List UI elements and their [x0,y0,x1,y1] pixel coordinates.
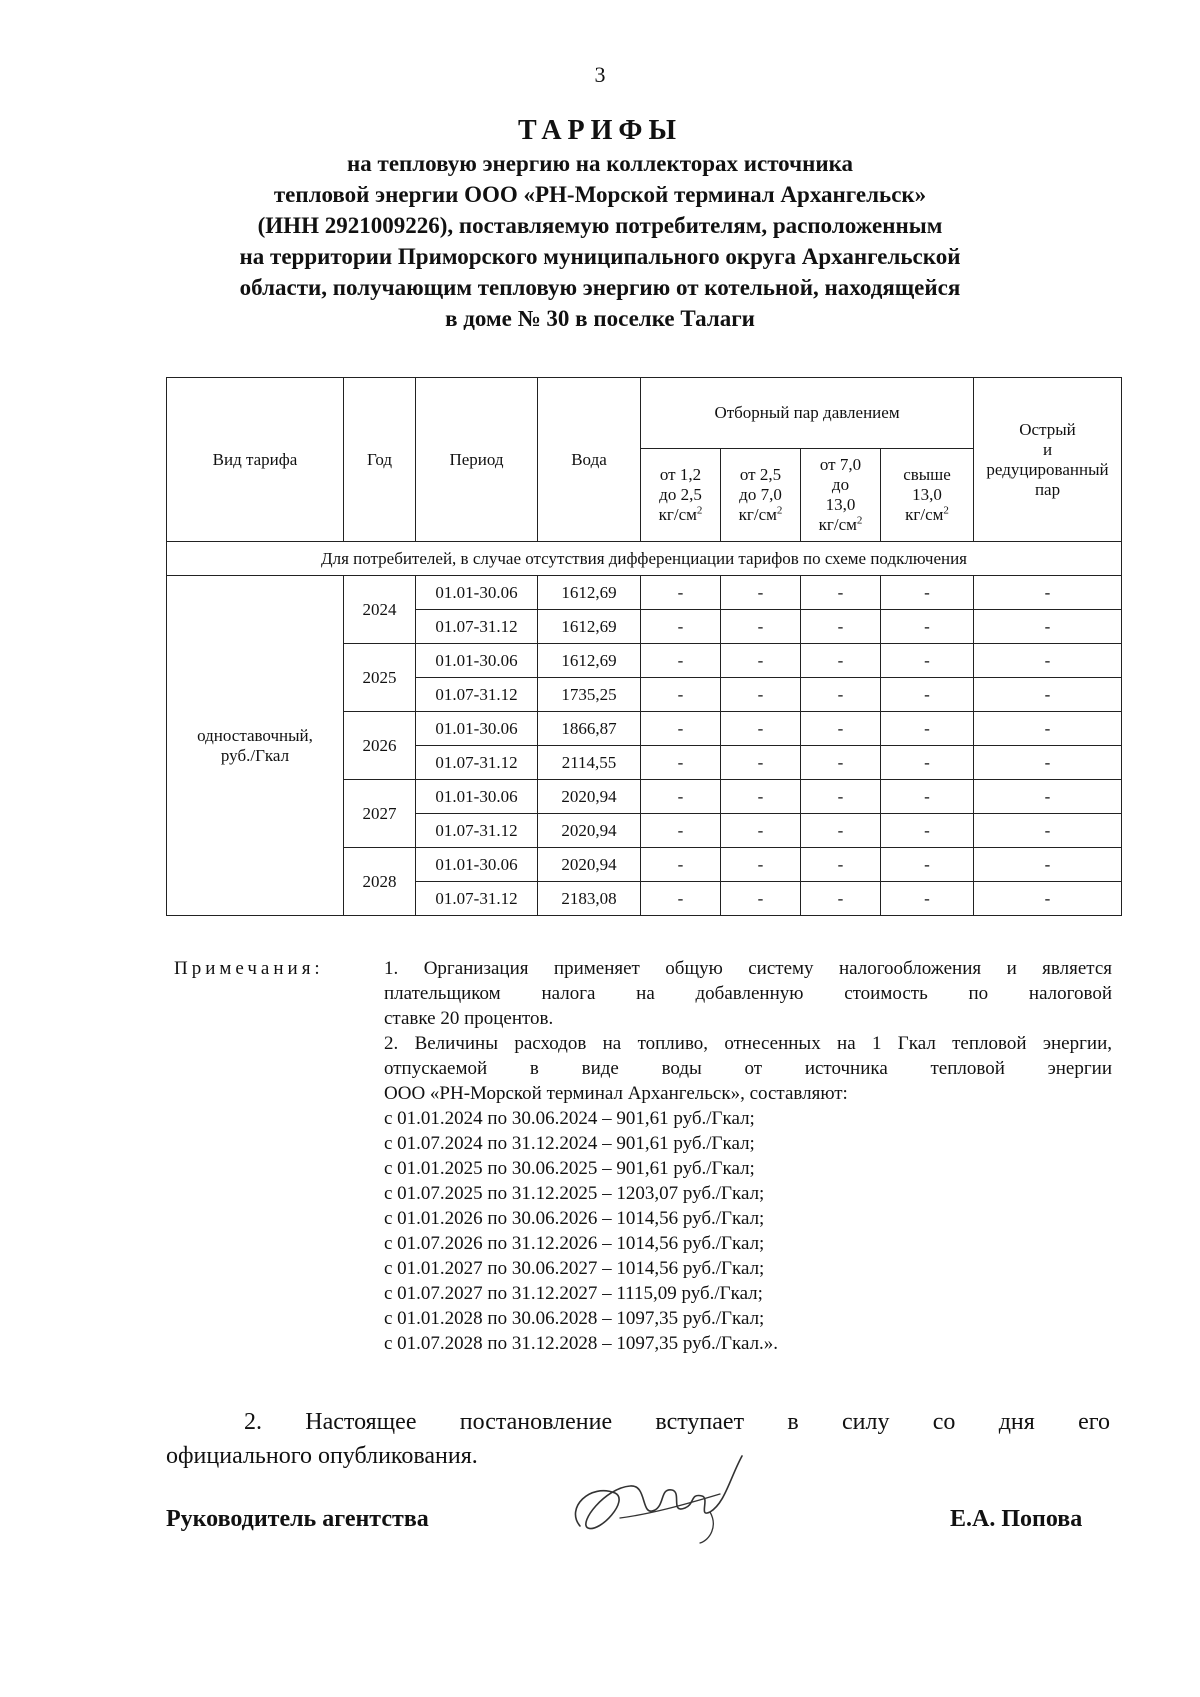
dash-cell: - [881,576,974,610]
note-1-line: плательщиком налога на добавленную стоимость по налоговой [384,983,1112,1004]
header-line: до [831,475,850,494]
dash-cell: - [801,746,881,780]
dash-cell: - [974,848,1122,882]
notes-label: Примечания: [174,958,324,979]
header-line: редуцированный [986,459,1109,479]
water-cell: 2020,94 [538,848,641,882]
paragraph-2-line: официального опубликования. [166,1443,478,1469]
header-unit: кг/см [738,505,777,524]
header-water: Вода [538,378,641,542]
tariff-type-cell [167,576,344,916]
dash-cell: - [801,678,881,712]
period-cell: 01.01-30.06 [416,576,538,610]
dash-cell: - [641,882,721,916]
dash-cell: - [721,610,801,644]
dash-cell: - [721,746,801,780]
document-title: ТАРИФЫ [518,115,682,146]
title-line: в доме № 30 в поселке Талаги [445,306,755,331]
water-cell: 1866,87 [538,712,641,746]
dash-cell: - [801,882,881,916]
dash-cell: - [641,610,721,644]
title-line: тепловой энергии ООО «РН-Морской терминал Архангельск» [273,182,927,207]
page-number: 3 [594,62,606,87]
header-unit: кг/см [905,505,944,524]
water-cell: 1612,69 [538,610,641,644]
year-cell: 2026 [344,712,416,780]
dash-cell: - [641,780,721,814]
fuel-line: с 01.07.2028 по 31.12.2028 – 1097,35 руб./Гкал.». [384,1333,779,1354]
dash-cell: - [801,610,881,644]
year-cell: 2027 [344,780,416,848]
note-2-line: 2. Величины расходов на топливо, отнесенных на 1 Гкал тепловой энергии, [384,1033,1112,1054]
note-1-line: 1. Организация применяет общую систему налогообложения и является [384,958,1112,979]
dash-cell: - [721,712,801,746]
header-line: свыше [903,465,951,484]
title-line: на территории Приморского муниципального округа Архангельской [239,244,961,269]
tariff-table [166,377,1122,916]
header-line: до 2,5 [659,485,702,504]
table-span-row: Для потребителей, в случае отсутствия дифференциации тарифов по схеме подключения [167,542,1122,576]
header-steam-4 [881,449,974,542]
fuel-line: с 01.07.2025 по 31.12.2025 – 1203,07 руб./Гкал; [384,1183,765,1204]
header-line: от 7,0 [819,455,862,474]
header-unit: кг/см [658,505,697,524]
cell-line: руб./Гкал [220,745,290,765]
fuel-line: с 01.07.2027 по 31.12.2027 – 1115,09 руб./Гкал; [384,1283,763,1304]
dash-cell: - [721,678,801,712]
fuel-line: с 01.01.2028 по 30.06.2028 – 1097,35 руб./Гкал; [384,1308,765,1329]
unit-superscript: 2 [943,504,949,517]
header-line: 13,0 [825,495,856,514]
fuel-line: с 01.07.2024 по 31.12.2024 – 901,61 руб./Гкал; [384,1133,755,1154]
header-line: до 7,0 [739,485,782,504]
notes-body [384,956,1112,1356]
water-cell: 2020,94 [538,780,641,814]
dash-cell: - [974,576,1122,610]
note-2-line: отпускаемой в виде воды от источника тепловой энергии [384,1058,1112,1079]
note-1-line: ставке 20 процентов. [384,1008,554,1029]
dash-cell: - [641,678,721,712]
dash-cell: - [641,848,721,882]
dash-cell: - [801,712,881,746]
water-cell: 2114,55 [538,746,641,780]
dash-cell: - [721,814,801,848]
fuel-line: с 01.01.2026 по 30.06.2026 – 1014,56 руб./Гкал; [384,1208,765,1229]
header-line: от 2,5 [739,465,782,484]
title-line: области, получающим тепловую энергию от котельной, находящейся [239,275,961,300]
dash-cell: - [801,644,881,678]
table-row [167,576,1122,610]
water-cell: 2183,08 [538,882,641,916]
handwritten-signature [560,1448,760,1548]
unit-superscript: 2 [856,514,863,527]
period-cell: 01.01-30.06 [416,712,538,746]
header-year: Год [344,378,416,542]
period-cell: 01.01-30.06 [416,644,538,678]
dash-cell: - [721,882,801,916]
water-cell: 1612,69 [538,576,641,610]
header-line: от 1,2 [659,465,702,484]
dash-cell: - [881,644,974,678]
header-sharp-steam [974,378,1122,542]
dash-cell: - [641,712,721,746]
fuel-line: с 01.01.2024 по 30.06.2024 – 901,61 руб./Гкал; [384,1108,755,1129]
period-cell: 01.07-31.12 [416,746,538,780]
dash-cell: - [974,712,1122,746]
dash-cell: - [641,814,721,848]
year-cell: 2028 [344,848,416,916]
dash-cell: - [881,678,974,712]
signatory-name: Е.А. Попова [950,1506,1083,1532]
fuel-line: с 01.01.2025 по 30.06.2025 – 901,61 руб./Гкал; [384,1158,755,1179]
dash-cell: - [881,746,974,780]
dash-cell: - [881,712,974,746]
unit-superscript: 2 [696,504,703,517]
period-cell: 01.07-31.12 [416,814,538,848]
dash-cell: - [801,780,881,814]
cell-line: одноставочный, [197,725,313,745]
dash-cell: - [974,780,1122,814]
dash-cell: - [641,746,721,780]
period-cell: 01.07-31.12 [416,882,538,916]
dash-cell: - [721,576,801,610]
period-cell: 01.07-31.12 [416,610,538,644]
header-line: пар [1034,479,1061,499]
header-line: и [1042,439,1053,459]
period-cell: 01.01-30.06 [416,848,538,882]
fuel-line: с 01.01.2027 по 30.06.2027 – 1014,56 руб./Гкал; [384,1258,765,1279]
header-steam-2 [721,449,801,542]
water-cell: 1735,25 [538,678,641,712]
water-cell: 2020,94 [538,814,641,848]
dash-cell: - [801,848,881,882]
dash-cell: - [801,814,881,848]
header-unit: кг/см [818,515,857,534]
header-line: Острый [1019,419,1076,439]
header-steam-1 [641,449,721,542]
title-line: (ИНН 2921009226), поставляемую потребителям, расположенным [257,213,943,238]
table-body [167,576,1122,916]
header-steam-3 [801,449,881,542]
header-tariff-type: Вид тарифа [167,378,344,542]
dash-cell: - [801,576,881,610]
dash-cell: - [974,882,1122,916]
dash-cell: - [641,576,721,610]
title-block [150,114,1050,334]
dash-cell: - [974,644,1122,678]
year-cell: 2024 [344,576,416,644]
signatory-role: Руководитель агентства [166,1506,429,1532]
header-period: Период [416,378,538,542]
fuel-line: с 01.07.2026 по 31.12.2026 – 1014,56 руб./Гкал; [384,1233,765,1254]
dash-cell: - [881,882,974,916]
title-line: на тепловую энергию на коллекторах источника [347,151,853,176]
header-line: 13,0 [912,485,942,504]
dash-cell: - [721,644,801,678]
dash-cell: - [881,848,974,882]
header-steam-group: Отборный пар давлением [641,378,974,449]
dash-cell: - [721,780,801,814]
dash-cell: - [974,746,1122,780]
period-cell: 01.07-31.12 [416,678,538,712]
unit-superscript: 2 [776,504,783,517]
dash-cell: - [974,678,1122,712]
dash-cell: - [641,644,721,678]
dash-cell: - [974,610,1122,644]
year-cell: 2025 [344,644,416,712]
note-2-line: ООО «РН-Морской терминал Архангельск», составляют: [384,1083,848,1104]
paragraph-2-line: 2. Настоящее постановление вступает в силу со дня его [244,1409,1110,1435]
dash-cell: - [974,814,1122,848]
dash-cell: - [881,610,974,644]
dash-cell: - [881,814,974,848]
dash-cell: - [881,780,974,814]
dash-cell: - [721,848,801,882]
period-cell: 01.01-30.06 [416,780,538,814]
water-cell: 1612,69 [538,644,641,678]
